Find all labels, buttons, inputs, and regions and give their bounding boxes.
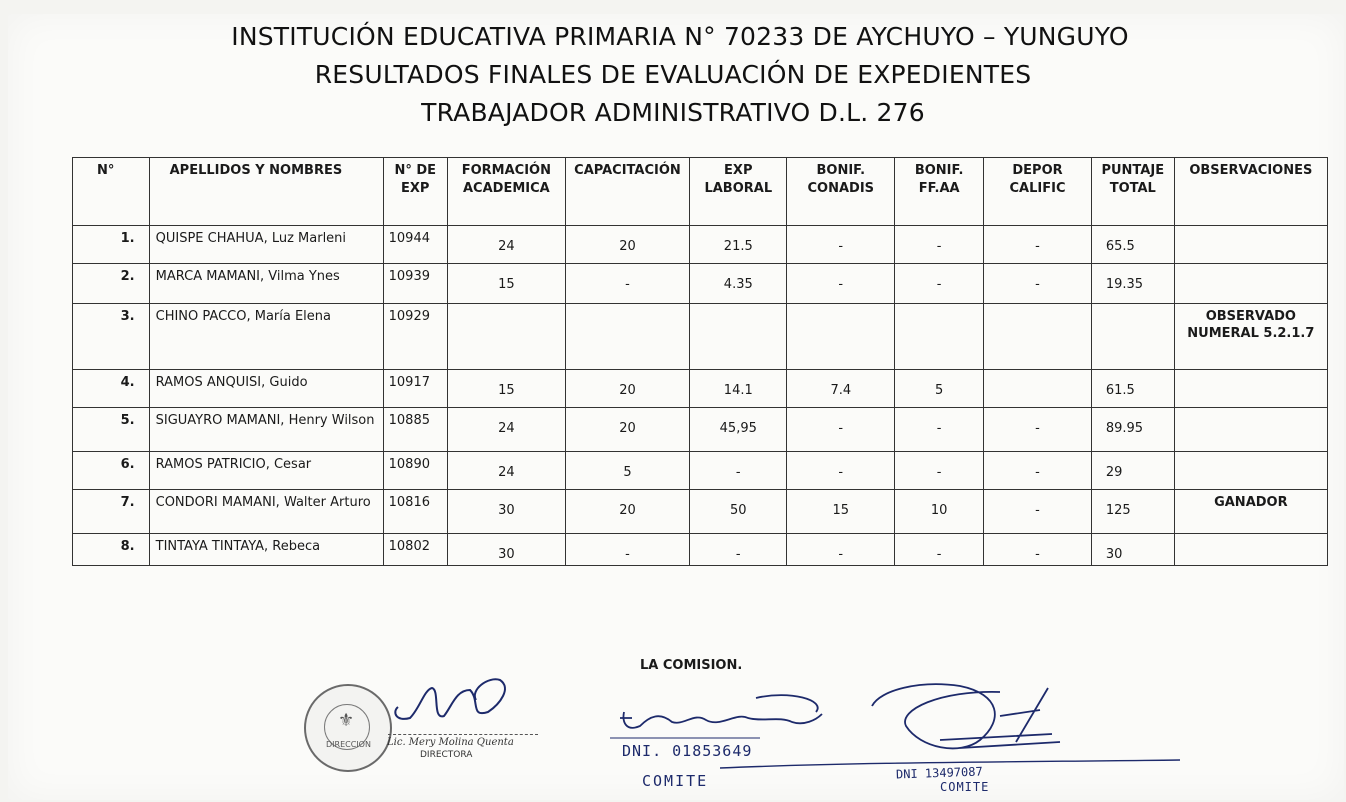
title-position: TRABAJADOR ADMINISTRATIVO D.L. 276 bbox=[421, 98, 925, 127]
title-institution: INSTITUCIÓN EDUCATIVA PRIMARIA N° 70233 DE AYCHUYO – YUNGUYO bbox=[231, 22, 1129, 51]
cell-name: CONDORI MAMANI, Walter Arturo bbox=[149, 490, 383, 534]
cell-exp-number: 10885 bbox=[383, 408, 447, 452]
cell-exp-number: 10890 bbox=[383, 452, 447, 490]
cell-training: 5 bbox=[565, 452, 689, 490]
cell-name: CHINO PACCO, María Elena bbox=[149, 304, 383, 370]
cell-conadis: - bbox=[787, 408, 895, 452]
header-conadis: BONIF. CONADIS bbox=[787, 158, 895, 226]
cell-number: 5. bbox=[73, 408, 150, 452]
cell-work-exp: - bbox=[690, 534, 787, 566]
member2-role: COMITE bbox=[940, 780, 990, 794]
cell-number: 1. bbox=[73, 226, 150, 264]
member1-dni: DNI. 01853649 bbox=[622, 742, 753, 760]
cell-name: TINTAYA TINTAYA, Rebeca bbox=[149, 534, 383, 566]
cell-ffaa: - bbox=[895, 226, 984, 264]
cell-work-exp: - bbox=[690, 452, 787, 490]
cell-ffaa: - bbox=[895, 452, 984, 490]
cell-ffaa: - bbox=[895, 264, 984, 304]
cell-sport: - bbox=[984, 452, 1092, 490]
cell-training: - bbox=[565, 264, 689, 304]
header-work-exp: EXP LABORAL bbox=[690, 158, 787, 226]
cell-total: 61.5 bbox=[1091, 370, 1174, 408]
cell-conadis: - bbox=[787, 534, 895, 566]
cell-name: QUISPE CHAHUA, Luz Marleni bbox=[149, 226, 383, 264]
cell-work-exp: 14.1 bbox=[690, 370, 787, 408]
member1-role: COMITE bbox=[642, 772, 709, 790]
header-observations: OBSERVACIONES bbox=[1174, 158, 1327, 226]
cell-sport: - bbox=[984, 490, 1092, 534]
cell-training: 20 bbox=[565, 370, 689, 408]
member2-signature bbox=[872, 684, 1060, 748]
cell-training: - bbox=[565, 534, 689, 566]
cell-number: 8. bbox=[73, 534, 150, 566]
cell-exp-number: 10917 bbox=[383, 370, 447, 408]
cell-sport: - bbox=[984, 408, 1092, 452]
cell-observations: OBSERVADO NUMERAL 5.2.1.7 bbox=[1174, 304, 1327, 370]
header-total: PUNTAJE TOTAL bbox=[1091, 158, 1174, 226]
cell-exp-number: 10816 bbox=[383, 490, 447, 534]
header-training: CAPACITACIÓN bbox=[565, 158, 689, 226]
cell-total: 30 bbox=[1091, 534, 1174, 566]
cell-training: 20 bbox=[565, 490, 689, 534]
cell-ffaa: 5 bbox=[895, 370, 984, 408]
cell-conadis: - bbox=[787, 452, 895, 490]
cell-number: 2. bbox=[73, 264, 150, 304]
cell-total: 19.35 bbox=[1091, 264, 1174, 304]
cell-sport: - bbox=[984, 534, 1092, 566]
director-signature bbox=[395, 679, 505, 719]
cell-exp-number: 10929 bbox=[383, 304, 447, 370]
cell-number: 4. bbox=[73, 370, 150, 408]
cell-work-exp: 4.35 bbox=[690, 264, 787, 304]
cell-total: 29 bbox=[1091, 452, 1174, 490]
cell-academic: 15 bbox=[447, 370, 565, 408]
commission-label: LA COMISION. bbox=[640, 658, 743, 673]
cell-academic: 15 bbox=[447, 264, 565, 304]
cell-name: SIGUAYRO MAMANI, Henry Wilson bbox=[149, 408, 383, 452]
seal-text: DIRECCION bbox=[326, 740, 371, 749]
cell-academic: 30 bbox=[447, 534, 565, 566]
cell-number: 3. bbox=[73, 304, 150, 370]
member2-dni: DNI 13497087 bbox=[895, 764, 983, 782]
cell-total: 125 bbox=[1091, 490, 1174, 534]
cell-work-exp: 45,95 bbox=[690, 408, 787, 452]
cell-ffaa: 10 bbox=[895, 490, 984, 534]
header-ffaa: BONIF. FF.AA bbox=[895, 158, 984, 226]
cell-exp-number: 10802 bbox=[383, 534, 447, 566]
cell-conadis: 15 bbox=[787, 490, 895, 534]
director-name: Lic. Mery Molina Quenta bbox=[387, 737, 514, 748]
cell-conadis: - bbox=[787, 264, 895, 304]
official-seal: ⚜ DIRECCION bbox=[304, 684, 392, 772]
cell-name: MARCA MAMANI, Vilma Ynes bbox=[149, 264, 383, 304]
cell-total: 89.95 bbox=[1091, 408, 1174, 452]
header-names: APELLIDOS Y NOMBRES bbox=[149, 158, 383, 226]
cell-name: RAMOS ANQUISI, Guido bbox=[149, 370, 383, 408]
cell-name: RAMOS PATRICIO, Cesar bbox=[149, 452, 383, 490]
cell-number: 6. bbox=[73, 452, 150, 490]
cell-work-exp: 50 bbox=[690, 490, 787, 534]
cell-work-exp: 21.5 bbox=[690, 226, 787, 264]
header-sport: DEPOR CALIFIC bbox=[984, 158, 1092, 226]
header-exp-number: N° DE EXP bbox=[383, 158, 447, 226]
cell-observations: GANADOR bbox=[1174, 490, 1327, 534]
cell-conadis: - bbox=[787, 226, 895, 264]
title-results: RESULTADOS FINALES DE EVALUACIÓN DE EXPEDIENTES bbox=[314, 60, 1032, 89]
cell-academic: 30 bbox=[447, 490, 565, 534]
cell-training: 20 bbox=[565, 226, 689, 264]
header-number: N° bbox=[73, 158, 150, 226]
cell-academic: 24 bbox=[447, 452, 565, 490]
cell-exp-number: 10944 bbox=[383, 226, 447, 264]
member1-signature bbox=[620, 695, 822, 728]
cell-exp-number: 10939 bbox=[383, 264, 447, 304]
cell-sport: - bbox=[984, 264, 1092, 304]
cell-academic: 24 bbox=[447, 408, 565, 452]
cell-sport: - bbox=[984, 226, 1092, 264]
cell-number: 7. bbox=[73, 490, 150, 534]
director-role: DIRECTORA bbox=[420, 750, 473, 760]
cell-ffaa: - bbox=[895, 408, 984, 452]
member2-signature-line bbox=[720, 760, 1180, 768]
header-academic: FORMACIÓN ACADEMICA bbox=[447, 158, 565, 226]
cell-total: 65.5 bbox=[1091, 226, 1174, 264]
cell-academic: 24 bbox=[447, 226, 565, 264]
cell-conadis: 7.4 bbox=[787, 370, 895, 408]
cell-ffaa: - bbox=[895, 534, 984, 566]
cell-training: 20 bbox=[565, 408, 689, 452]
